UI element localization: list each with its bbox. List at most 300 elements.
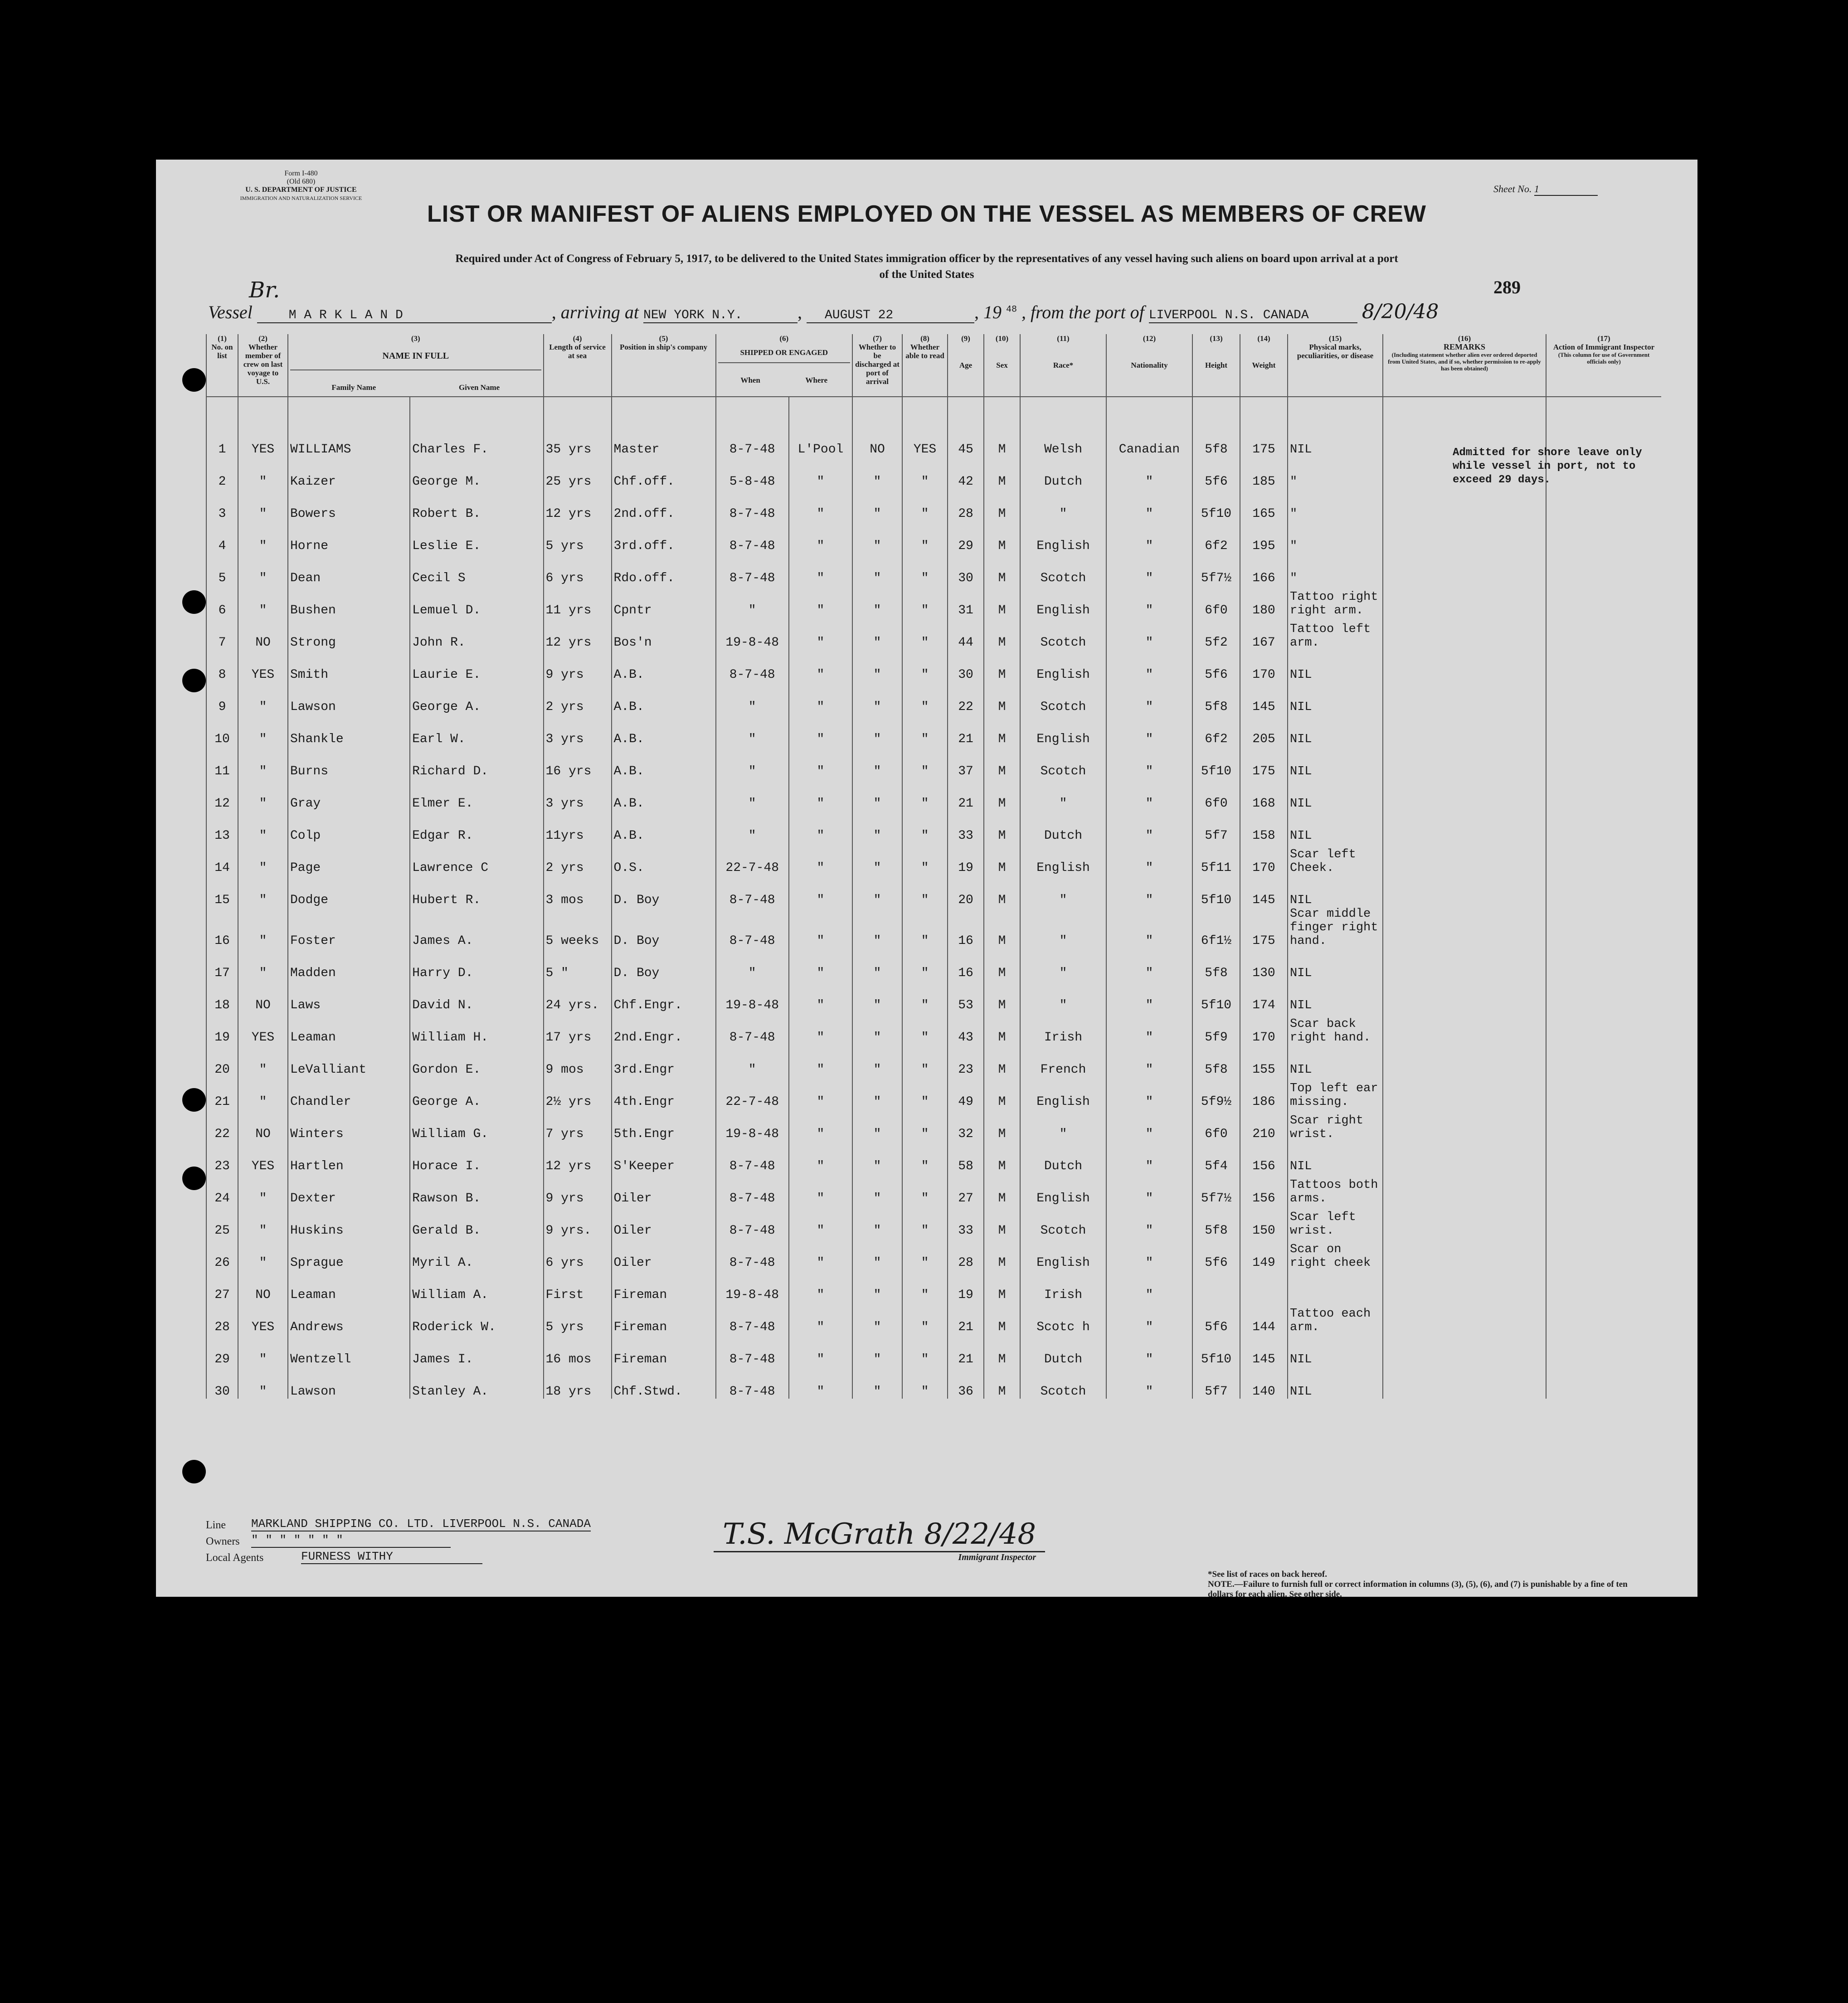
cell-position: 3rd.off. (612, 521, 716, 553)
cell-no: 5 (206, 553, 238, 585)
cell-when: 22-7-48 (716, 1077, 789, 1109)
remark-typed: Admitted for shore leave only while vessel in port, not to exceed 29 days. (1453, 447, 1642, 486)
cell-action (1546, 1045, 1661, 1077)
cell-marks (1288, 1270, 1383, 1302)
cell-service: 5 yrs (544, 1302, 612, 1334)
cell-no: 26 (206, 1238, 238, 1270)
cell-nationality: " (1106, 948, 1192, 980)
cell-action (1546, 907, 1661, 948)
cell-nationality: " (1106, 585, 1192, 617)
cell-read: " (902, 1173, 948, 1206)
cell-service: 2½ yrs (544, 1077, 612, 1109)
cell-family: Winters (288, 1109, 410, 1141)
sheet-no-value: 1 (1534, 183, 1598, 196)
cell-service: 9 yrs (544, 650, 612, 682)
cell-family: Smith (288, 650, 410, 682)
cell-remarks (1383, 875, 1546, 907)
cell-marks: Scar left wrist. (1288, 1206, 1383, 1238)
footnote (1208, 1570, 1643, 1599)
cell-discharge: " (852, 1302, 902, 1334)
cell-nationality: " (1106, 1334, 1192, 1366)
cell-race: English (1020, 650, 1106, 682)
cell-where: " (789, 1334, 852, 1366)
cell-when: " (716, 1045, 789, 1077)
cell-marks: NIL (1288, 1366, 1383, 1399)
cell-no: 24 (206, 1173, 238, 1206)
cell-nationality: " (1106, 1270, 1192, 1302)
cell-remarks (1383, 907, 1546, 948)
cell-race: Welsh (1020, 397, 1106, 457)
cell-position: O.S. (612, 843, 716, 875)
cell-position: Oiler (612, 1238, 716, 1270)
col-15-head: (15) Physical marks, peculiarities, or disease (1288, 334, 1383, 397)
cell-given: Richard D. (410, 746, 543, 778)
cell-weight: 156 (1240, 1173, 1288, 1206)
cell-nationality: " (1106, 1045, 1192, 1077)
cell-when: 8-7-48 (716, 1141, 789, 1173)
cell-no: 29 (206, 1334, 238, 1366)
cell-age: 29 (948, 521, 984, 553)
cell-weight: 175 (1240, 397, 1288, 457)
cell-remarks (1383, 746, 1546, 778)
cell-action (1546, 1173, 1661, 1206)
cell-where: " (789, 489, 852, 521)
cell-sex: M (984, 746, 1020, 778)
cell-family: Lawson (288, 682, 410, 714)
cell-family: Lawson (288, 1366, 410, 1399)
cell-where: " (789, 1302, 852, 1334)
cell-sex: M (984, 457, 1020, 489)
cell-action (1546, 1109, 1661, 1141)
cell-height: 5f8 (1192, 397, 1240, 457)
cell-nationality: " (1106, 457, 1192, 489)
cell-family: Dexter (288, 1173, 410, 1206)
col-16-head: (16) REMARKS (Including statement whether alien ever ordered deported from United States, and if so, whether permission to re-apply has been obtained) (1383, 334, 1546, 397)
cell-family: Kaizer (288, 457, 410, 489)
cell-nationality: " (1106, 843, 1192, 875)
cell-read: " (902, 617, 948, 650)
cell-nationality: " (1106, 617, 1192, 650)
cell-service: 2 yrs (544, 682, 612, 714)
cell-nationality: Canadian (1106, 397, 1192, 457)
cell-family: Madden (288, 948, 410, 980)
cell-age: 16 (948, 948, 984, 980)
cell-position: Bos'n (612, 617, 716, 650)
cell-marks: NIL (1288, 397, 1383, 457)
cell-nationality: " (1106, 875, 1192, 907)
cell-when: 8-7-48 (716, 907, 789, 948)
cell-service: 18 yrs (544, 1366, 612, 1399)
agents-value: FURNESS WITHY (301, 1550, 482, 1564)
form-number: Form I-480 (284, 170, 318, 177)
col-13-head: (13) Height (1192, 334, 1240, 397)
cell-weight: 155 (1240, 1045, 1288, 1077)
cell-service: 24 yrs. (544, 980, 612, 1012)
cell-sex: M (984, 1366, 1020, 1399)
cell-prev: " (238, 1366, 288, 1399)
cell-height: 5f8 (1192, 948, 1240, 980)
table-row (206, 907, 1661, 948)
cell-race: Dutch (1020, 457, 1106, 489)
cell-read: " (902, 650, 948, 682)
cell-height: 5f6 (1192, 650, 1240, 682)
cell-sex: M (984, 1045, 1020, 1077)
form-identifier (224, 170, 378, 202)
cell-age: 58 (948, 1141, 984, 1173)
cell-discharge: " (852, 650, 902, 682)
cell-height: 5f4 (1192, 1141, 1240, 1173)
cell-nationality: " (1106, 980, 1192, 1012)
cell-height: 5f10 (1192, 875, 1240, 907)
cell-service: 17 yrs (544, 1012, 612, 1045)
cell-where: " (789, 650, 852, 682)
cell-where: L'Pool (789, 397, 852, 457)
cell-prev: " (238, 714, 288, 746)
cell-read: " (902, 746, 948, 778)
cell-read: " (902, 457, 948, 489)
cell-discharge: " (852, 585, 902, 617)
cell-where: " (789, 1141, 852, 1173)
cell-read: " (902, 811, 948, 843)
cell-position: Oiler (612, 1206, 716, 1238)
cell-when: 8-7-48 (716, 1238, 789, 1270)
cell-family: Andrews (288, 1302, 410, 1334)
cell-prev: " (238, 553, 288, 585)
cell-no: 6 (206, 585, 238, 617)
cell-no: 1 (206, 397, 238, 457)
cell-family: WILLIAMS (288, 397, 410, 457)
table-row (206, 948, 1661, 980)
vessel-prefix: Br. (249, 277, 280, 303)
cell-marks: Scar left Cheek. (1288, 843, 1383, 875)
cell-height: 5f10 (1192, 1334, 1240, 1366)
cell-discharge: " (852, 714, 902, 746)
cell-no: 10 (206, 714, 238, 746)
cell-read: " (902, 1141, 948, 1173)
cell-remarks (1383, 521, 1546, 553)
cell-service: 16 yrs (544, 746, 612, 778)
cell-weight: 165 (1240, 489, 1288, 521)
cell-where: " (789, 1012, 852, 1045)
cell-family: Dodge (288, 875, 410, 907)
footer (206, 1515, 591, 1564)
cell-nationality: " (1106, 1012, 1192, 1045)
cell-given: Gerald B. (410, 1206, 543, 1238)
cell-prev: " (238, 843, 288, 875)
cell-when: 19-8-48 (716, 980, 789, 1012)
cell-nationality: " (1106, 650, 1192, 682)
cell-sex: M (984, 521, 1020, 553)
cell-when: 8-7-48 (716, 875, 789, 907)
cell-discharge: " (852, 980, 902, 1012)
cell-age: 21 (948, 778, 984, 811)
cell-weight: 174 (1240, 980, 1288, 1012)
cell-marks: Scar right wrist. (1288, 1109, 1383, 1141)
cell-position: Cpntr (612, 585, 716, 617)
cell-prev: YES (238, 650, 288, 682)
inspector-signature (714, 1517, 1045, 1563)
cell-when: 19-8-48 (716, 617, 789, 650)
cell-read: " (902, 1045, 948, 1077)
cell-race: Dutch (1020, 811, 1106, 843)
cell-service: 3 yrs (544, 778, 612, 811)
cell-position: 4th.Engr (612, 1077, 716, 1109)
cell-age: 19 (948, 1270, 984, 1302)
cell-discharge: " (852, 1077, 902, 1109)
cell-sex: M (984, 875, 1020, 907)
cell-age: 22 (948, 682, 984, 714)
cell-position: D. Boy (612, 907, 716, 948)
cell-remarks (1383, 1366, 1546, 1399)
cell-given: George M. (410, 457, 543, 489)
cell-sex: M (984, 714, 1020, 746)
cell-weight: 145 (1240, 1334, 1288, 1366)
cell-read: " (902, 585, 948, 617)
cell-height: 6f0 (1192, 1109, 1240, 1141)
cell-position: Chf.Stwd. (612, 1366, 716, 1399)
cell-nationality: " (1106, 811, 1192, 843)
cell-sex: M (984, 1206, 1020, 1238)
cell-height: 5f8 (1192, 1206, 1240, 1238)
cell-race: " (1020, 875, 1106, 907)
cell-when: " (716, 746, 789, 778)
cell-sex: M (984, 907, 1020, 948)
cell-family: Page (288, 843, 410, 875)
cell-when: " (716, 682, 789, 714)
cell-read: " (902, 1270, 948, 1302)
cell-weight: 186 (1240, 1077, 1288, 1109)
table-row (206, 1173, 1661, 1206)
cell-weight: 145 (1240, 682, 1288, 714)
table-row (206, 1270, 1661, 1302)
cell-where: " (789, 585, 852, 617)
cell-age: 43 (948, 1012, 984, 1045)
cell-position: Rdo.off. (612, 553, 716, 585)
cell-remarks (1383, 948, 1546, 980)
cell-weight: 180 (1240, 585, 1288, 617)
cell-nationality: " (1106, 521, 1192, 553)
cell-marks: NIL (1288, 948, 1383, 980)
cell-nationality: " (1106, 1141, 1192, 1173)
cell-age: 37 (948, 746, 984, 778)
cell-given: Robert B. (410, 489, 543, 521)
cell-no: 7 (206, 617, 238, 650)
col-9-head: (9) Age (948, 334, 984, 397)
cell-nationality: " (1106, 714, 1192, 746)
cell-remarks (1383, 811, 1546, 843)
cell-marks: NIL (1288, 650, 1383, 682)
cell-sex: M (984, 1012, 1020, 1045)
cell-remarks (1383, 1206, 1546, 1238)
owners-label: Owners (206, 1536, 240, 1547)
cell-service: 12 yrs (544, 617, 612, 650)
cell-when: " (716, 811, 789, 843)
cell-remarks (1383, 1173, 1546, 1206)
footnote-penalty: NOTE.—Failure to furnish full or correct information in columns (3), (5), (6), and (7) is punishable by a fine of ten dollars for each alien. See other side. (1208, 1580, 1628, 1599)
cell-age: 32 (948, 1109, 984, 1141)
cell-action (1546, 875, 1661, 907)
cell-race: Dutch (1020, 1334, 1106, 1366)
cell-family: Bowers (288, 489, 410, 521)
line-label: Line (206, 1519, 226, 1531)
cell-when: " (716, 948, 789, 980)
cell-discharge: " (852, 1109, 902, 1141)
table-row (206, 714, 1661, 746)
cell-remarks (1383, 489, 1546, 521)
cell-no: 17 (206, 948, 238, 980)
cell-family: Hartlen (288, 1141, 410, 1173)
cell-when: 8-7-48 (716, 553, 789, 585)
crew-table (206, 334, 1661, 1399)
cell-age: 30 (948, 650, 984, 682)
cell-discharge: NO (852, 397, 902, 457)
cell-when: 8-7-48 (716, 489, 789, 521)
cell-where: " (789, 521, 852, 553)
vessel-label: Vessel (208, 302, 253, 322)
cell-family: Chandler (288, 1077, 410, 1109)
cell-weight: 170 (1240, 650, 1288, 682)
col-8-head: (8) Whether able to read (902, 334, 948, 397)
cell-discharge: " (852, 1238, 902, 1270)
signature: T.S. McGrath 8/22/48 (714, 1517, 1045, 1552)
cell-height: 6f0 (1192, 585, 1240, 617)
arrival-date: AUGUST 22 (807, 308, 974, 323)
cell-nationality: " (1106, 1206, 1192, 1238)
cell-sex: M (984, 1302, 1020, 1334)
col-4-head: (4) Length of service at sea (544, 334, 612, 397)
cell-position: A.B. (612, 746, 716, 778)
cell-marks: NIL (1288, 746, 1383, 778)
cell-race: English (1020, 1077, 1106, 1109)
cell-prev: " (238, 521, 288, 553)
cell-weight: 149 (1240, 1238, 1288, 1270)
cell-action (1546, 1238, 1661, 1270)
cell-position: Oiler (612, 1173, 716, 1206)
cell-marks: " (1288, 457, 1383, 489)
cell-prev: " (238, 948, 288, 980)
cell-when: 19-8-48 (716, 1109, 789, 1141)
cell-when: 8-7-48 (716, 1334, 789, 1366)
cell-action (1546, 521, 1661, 553)
cell-family: Sprague (288, 1238, 410, 1270)
cell-family: Laws (288, 980, 410, 1012)
cell-height: 6f0 (1192, 778, 1240, 811)
cell-no: 28 (206, 1302, 238, 1334)
cell-height: 5f6 (1192, 457, 1240, 489)
cell-action (1546, 778, 1661, 811)
cell-discharge: " (852, 521, 902, 553)
cell-action (1546, 714, 1661, 746)
arriving-label: arriving at (560, 302, 639, 322)
cell-position: A.B. (612, 811, 716, 843)
cell-family: Foster (288, 907, 410, 948)
cell-position: Fireman (612, 1302, 716, 1334)
col-6-head: (6) SHIPPED OR ENGAGED When Where (716, 334, 852, 397)
cell-where: " (789, 553, 852, 585)
cell-no: 27 (206, 1270, 238, 1302)
cell-read: " (902, 1366, 948, 1399)
cell-remarks (1383, 650, 1546, 682)
cell-weight (1240, 1270, 1288, 1302)
cell-nationality: " (1106, 682, 1192, 714)
cell-given: Myril A. (410, 1238, 543, 1270)
cell-when: 8-7-48 (716, 650, 789, 682)
cell-remarks (1383, 1302, 1546, 1334)
cell-position: Master (612, 397, 716, 457)
cell-given: Laurie E. (410, 650, 543, 682)
cell-service: 6 yrs (544, 1238, 612, 1270)
cell-given: Stanley A. (410, 1366, 543, 1399)
owners-value: " " " " " " " (251, 1533, 451, 1548)
cell-marks: Scar middle finger right hand. (1288, 907, 1383, 948)
cell-remarks (1383, 1334, 1546, 1366)
cell-marks: " (1288, 521, 1383, 553)
cell-prev: " (238, 1238, 288, 1270)
cell-sex: M (984, 489, 1020, 521)
cell-marks: Tattoo right right arm. (1288, 585, 1383, 617)
cell-age: 16 (948, 907, 984, 948)
cell-action (1546, 1012, 1661, 1045)
cell-remarks (1383, 617, 1546, 650)
cell-marks: NIL (1288, 980, 1383, 1012)
cell-action (1546, 650, 1661, 682)
cell-race: English (1020, 843, 1106, 875)
cell-where: " (789, 948, 852, 980)
cell-action (1546, 1270, 1661, 1302)
cell-marks: NIL (1288, 875, 1383, 907)
cell-remarks (1383, 585, 1546, 617)
cell-action (1546, 843, 1661, 875)
cell-service: 11yrs (544, 811, 612, 843)
cell-race: " (1020, 948, 1106, 980)
cell-where: " (789, 1173, 852, 1206)
cell-prev: NO (238, 1109, 288, 1141)
cell-prev: " (238, 1077, 288, 1109)
cell-remarks (1383, 1270, 1546, 1302)
cell-height: 5f9 (1192, 1012, 1240, 1045)
cell-race: Scotch (1020, 746, 1106, 778)
cell-nationality: " (1106, 1238, 1192, 1270)
table-row (206, 585, 1661, 617)
cell-service: 9 yrs. (544, 1206, 612, 1238)
cell-sex: M (984, 650, 1020, 682)
cell-age: 21 (948, 714, 984, 746)
cell-discharge: " (852, 843, 902, 875)
cell-read: " (902, 980, 948, 1012)
cell-action (1546, 1302, 1661, 1334)
cell-age: 21 (948, 1334, 984, 1366)
subtitle-line-1: Required under Act of Congress of February 5, 1917, to be delivered to the United States immigration officer by the representatives of any vessel having such aliens on board upon arrival at a port (455, 253, 1398, 265)
cell-service: 3 mos (544, 875, 612, 907)
col-12-head: (12) Nationality (1106, 334, 1192, 397)
cell-height: 6f1½ (1192, 907, 1240, 948)
cell-service: 16 mos (544, 1334, 612, 1366)
cell-marks: Top left ear missing. (1288, 1077, 1383, 1109)
cell-age: 28 (948, 489, 984, 521)
cell-service: 5 yrs (544, 521, 612, 553)
cell-discharge: " (852, 457, 902, 489)
cell-where: " (789, 1238, 852, 1270)
cell-weight: 150 (1240, 1206, 1288, 1238)
col-1-head: (1) No. on list (206, 334, 238, 397)
cell-action (1546, 980, 1661, 1012)
cell-given: Earl W. (410, 714, 543, 746)
cell-when: 8-7-48 (716, 1012, 789, 1045)
table-row (206, 521, 1661, 553)
cell-race: Irish (1020, 1012, 1106, 1045)
cell-age: 44 (948, 617, 984, 650)
cell-weight: 210 (1240, 1109, 1288, 1141)
